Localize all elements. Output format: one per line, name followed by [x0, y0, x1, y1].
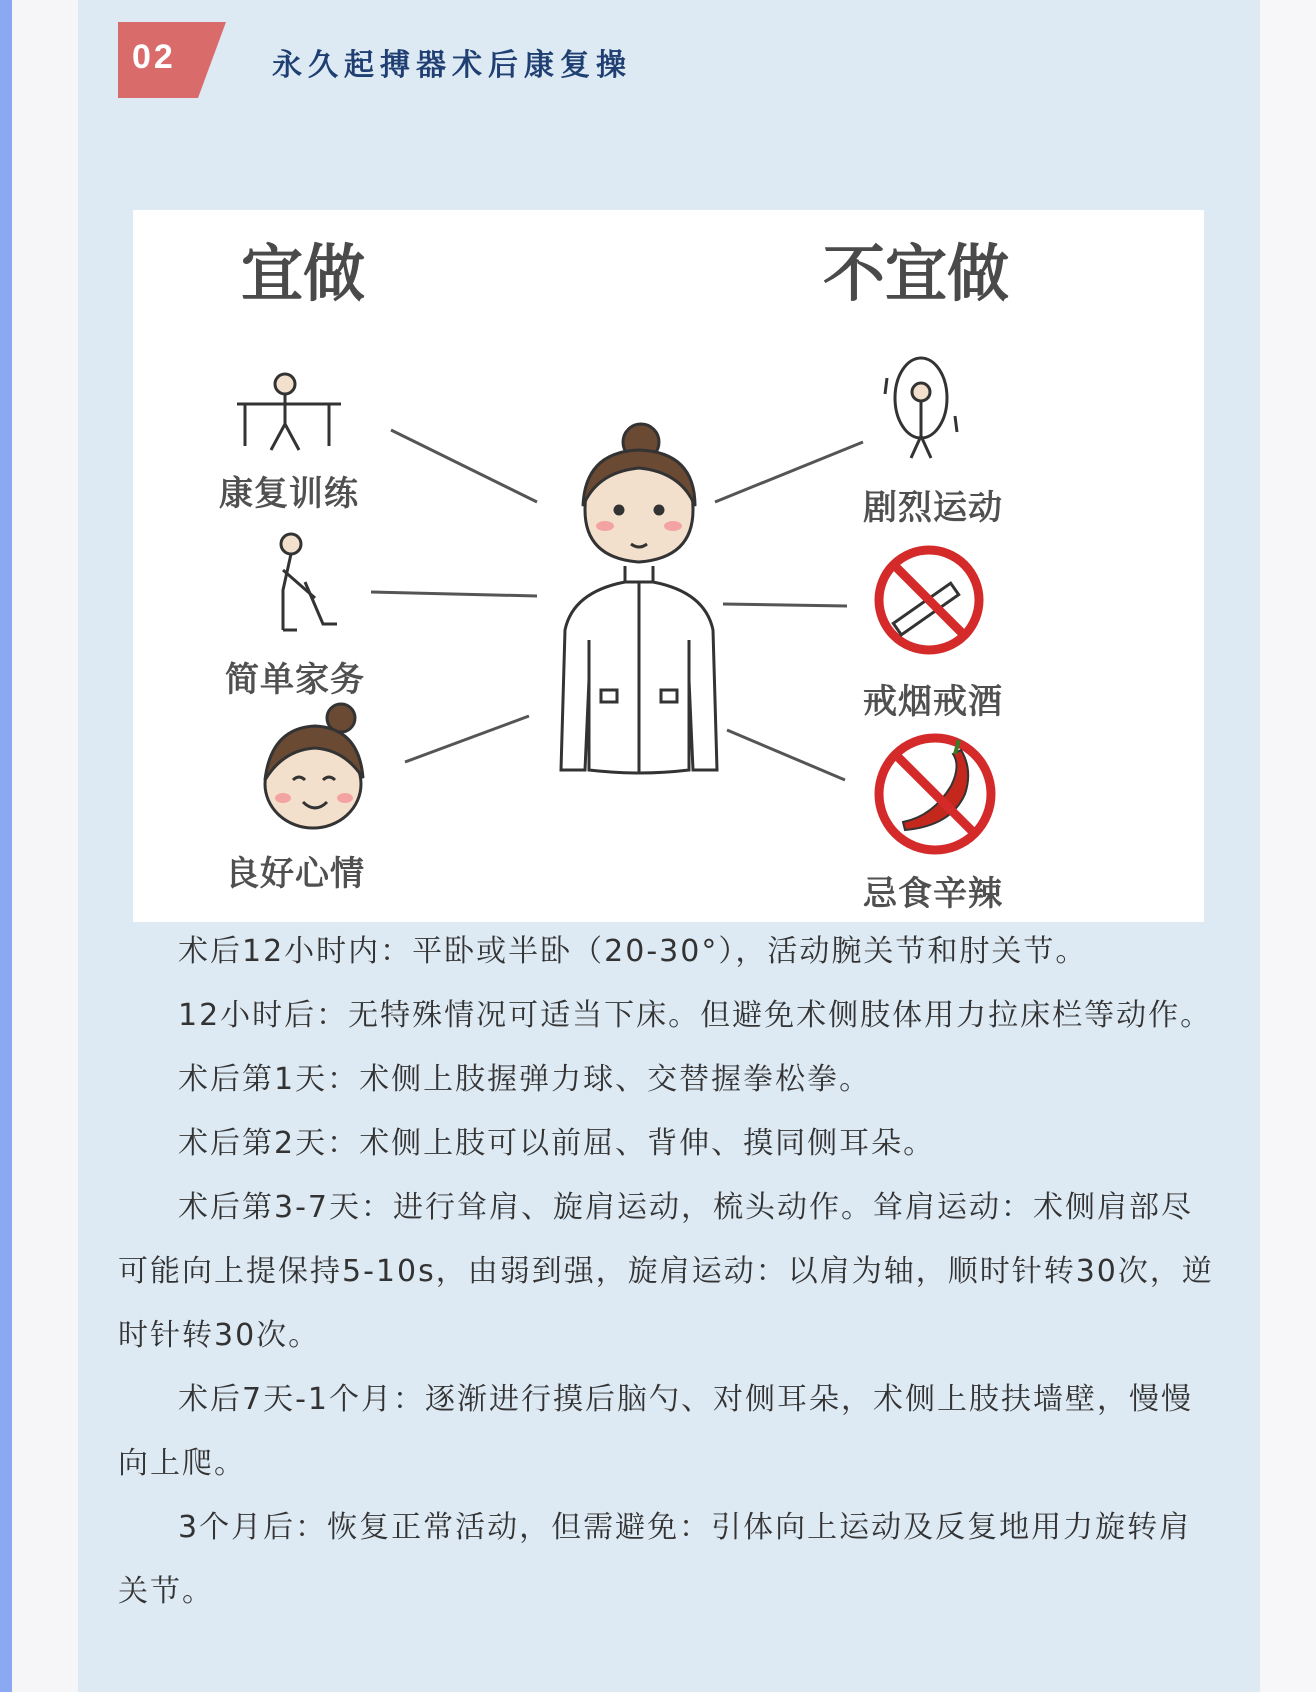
no-smoking-icon: [879, 550, 979, 650]
instruction-paragraph: 术后第1天：术侧上肢握弹力球、交替握拳松拳。: [178, 1062, 872, 1097]
instruction-paragraph: 术后7天-1个月：逐渐进行摸后脑勺、对侧耳朵，术侧上肢扶墙壁，慢慢向上爬。: [118, 1382, 1193, 1481]
jump-rope-figure-icon: [885, 358, 957, 458]
do-item-label: 康复训练: [219, 474, 359, 514]
nurse-figure-icon: [561, 424, 717, 773]
dont-heading: 不宜做: [823, 237, 1010, 310]
mopping-figure-icon: [281, 534, 337, 630]
dont-item-label: 剧烈运动: [863, 488, 1003, 528]
left-accent-bar: [0, 0, 12, 1692]
do-item-label: 简单家务: [225, 660, 365, 700]
instruction-paragraph: 12小时后：无特殊情况可适当下床。但避免术侧肢体用力拉床栏等动作。: [178, 998, 1213, 1033]
right-margin: [1260, 0, 1316, 1692]
rehab-instructions: [118, 920, 1218, 1624]
illustration-drawing: [133, 210, 1204, 922]
smiling-face-icon: [265, 704, 363, 828]
dont-item-label: 戒烟戒酒: [863, 682, 1003, 722]
section-title: 永久起搏器术后康复操: [272, 48, 632, 83]
do-item-label: 良好心情: [225, 854, 365, 894]
no-chili-icon: [879, 738, 991, 850]
do-dont-illustration: [133, 210, 1204, 922]
section-number: 02: [132, 38, 176, 76]
instruction-paragraph: 术后第2天：术侧上肢可以前屈、背伸、摸同侧耳朵。: [178, 1126, 936, 1161]
do-heading: 宜做: [241, 237, 366, 310]
rehab-training-figure-icon: [237, 374, 341, 450]
dont-item-label: 忌食辛辣: [863, 874, 1003, 914]
section-badge: [118, 22, 226, 98]
instruction-paragraph: 3个月后：恢复正常活动，但需避免：引体向上运动及反复地用力旋转肩关节。: [118, 1510, 1192, 1609]
instruction-paragraph: 术后12小时内：平卧或半卧（20-30°），活动腕关节和肘关节。: [178, 934, 1088, 969]
instruction-paragraph: 术后第3-7天：进行耸肩、旋肩运动，梳头动作。耸肩运动：术侧肩部尽可能向上提保持5-10s，由弱到强，旋肩运动：以肩为轴，顺时针转30次，逆时针转30次。: [118, 1190, 1214, 1353]
